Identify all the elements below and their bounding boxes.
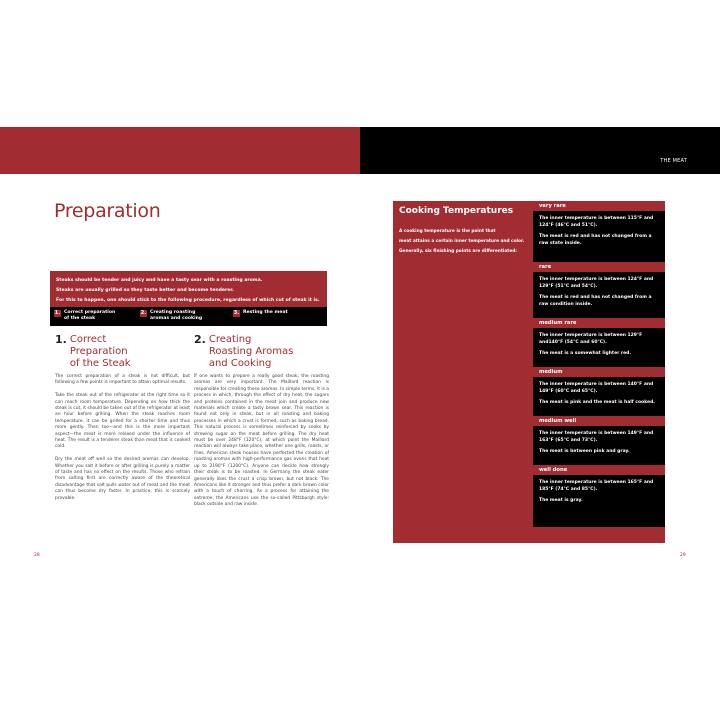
level-desc: The meat is between pink and gray.: [539, 449, 630, 455]
section-title-line: of the Steak: [69, 358, 131, 369]
step-number: 2.: [140, 310, 147, 316]
step-1: [54, 310, 122, 322]
step-label: Correct preparation of the steak: [64, 310, 116, 321]
panel-intro: [399, 227, 533, 257]
section-1-heading: [55, 334, 131, 370]
level-desc: The meat is red and has not changed from a raw condition inside.: [539, 295, 652, 307]
section-title-line: Creating: [208, 334, 252, 345]
level-desc: The meat is a somewhat lighter red.: [539, 351, 632, 357]
paragraph: The correct preparation of a steak is not difficult, but following a few points is important to attain optimal results.: [55, 374, 190, 386]
panel-intro-line: A cooking temperature is the point that: [399, 229, 496, 234]
step-2: [140, 310, 206, 322]
level-medium-well-label: medium well: [539, 418, 577, 424]
section-2-heading: [194, 334, 293, 370]
section-2-body: [194, 374, 329, 515]
level-medium-well-body: [533, 426, 665, 465]
intro-line: Steaks should be tender and juicy and have a tasty sear with a roasting aroma.: [56, 278, 263, 283]
intro-box: [50, 271, 327, 307]
section-title-line: Preparation: [69, 346, 128, 357]
section-number: 1.: [55, 333, 67, 346]
section-1-body: [55, 374, 190, 508]
level-very-rare-label: very rare: [539, 203, 566, 209]
paragraph: Take the steak out of the refrigerator at the right time so it can reach room temperature. Depending on how thick the steak is cut, it should be taken out of the refrigerator at least an hour before grilling. When the steak reaches room temperature, it can be grilled for a shorter time and thus more gently. Then too—and this is the more important aspect—the meat is more relaxed under the influence of heat. The result is a tenderer steak than meat that is cooked cold.: [55, 393, 190, 450]
section-title-line: Roasting Aromas: [208, 346, 294, 357]
step-number: 1.: [54, 310, 61, 316]
level-desc: The meat is gray.: [539, 498, 583, 504]
doneness-list: [533, 201, 665, 527]
intro-line: Steaks are usually grilled so they taste better and become tenderer.: [56, 288, 234, 293]
paragraph: If one wants to prepare a really good steak, the roasting aromas are very important. The Maillard reaction is responsible for creating these aromas. In simple terms, it is a process in which, through the effect of dry heat, the sugars and proteins contained in the meat join and produce new materials which create a tasty brown sear. This reaction is found not only in steak, but in all roasting and baking processes in which a crust is formed, such as baking bread. This natural process is sometimes reinforced by cooks by strewing sugar on the meat before grilling. The dry heat must be over 248°F (120°C), at which point the Maillard reaction will always take place, whether one grills, roasts, or fries. American steak houses have perfected the creation of roasting aromas with high-performance gas ovens that heat up to 2190°F (1200°C). Anyone can decide how strongly their steak is to be roasted. In Germany the steak eater generally likes the crust a crisp brown, but not black. The Americans like it stronger and thus prefer a dark brown color with a touch of charring. As a process for attaining the extreme, the Americans use the so-called Pittsburgh style: black outside and raw inside.: [194, 374, 329, 508]
paragraph: Dry the meat off well so the desired aromas can develop. Whether you salt it before or after grilling is purely a matter of taste and has no effect on the results. Those who refrain from salting first are correctly aware of the theoretical disadvantage that salt pulls water out of meat and the meat can thus become dry faster. In practice, this is scarcely provable.: [55, 457, 190, 501]
page-title: Preparation: [54, 200, 161, 222]
section-title: [209, 334, 293, 370]
section-number: 2.: [194, 333, 206, 346]
level-desc: The meat is pink and the meat is half cooked.: [539, 400, 655, 406]
level-rare-body: [533, 272, 665, 318]
level-very-rare-body: [533, 211, 665, 262]
step-label: Resting the meat: [243, 310, 288, 315]
level-well-done-label: well done: [539, 467, 568, 473]
level-well-done-body: [533, 475, 665, 527]
cooking-temperatures-panel: [393, 201, 665, 543]
panel-title: Cooking Temperatures: [399, 206, 514, 216]
step-number: 3.: [233, 310, 240, 316]
running-head: THE MEAT: [660, 158, 687, 164]
steps-bar: [50, 307, 327, 326]
level-medium-label: medium: [539, 369, 563, 375]
level-temp: The inner temperature is between 140°F and 149°F (60°C and 65°C).: [539, 382, 654, 394]
level-temp: The inner temperature is between 165°F and 185°F (74°C and 85°C).: [539, 480, 654, 492]
level-temp: The inner temperature is between 129°F and140°F (54°C and 60°C).: [539, 333, 643, 345]
page-number-left: 28: [34, 553, 40, 558]
page-number-right: 29: [680, 553, 686, 558]
level-medium-body: [533, 377, 665, 416]
level-medium-rare-body: [533, 328, 665, 367]
level-desc: The meat is red and has not changed from a raw state inside.: [539, 234, 652, 246]
level-temp: The inner temperature is between 124°F and 129°F (51°C and 54°C).: [539, 277, 654, 289]
section-title: [70, 334, 131, 370]
level-temp: The inner temperature is between 115°F and 124°F (46°C and 51°C).: [539, 216, 654, 228]
level-rare-label: rare: [539, 264, 552, 270]
header-band-left: [0, 127, 360, 174]
header-band-right: [360, 127, 720, 174]
section-title-line: and Cooking: [208, 358, 272, 369]
panel-intro-line: Generally, six finishing points are differentiated:: [399, 249, 518, 254]
section-title-line: Correct: [69, 334, 107, 345]
level-temp: The inner temperature is between 149°F and 163°F (65°C and 73°C).: [539, 431, 654, 443]
level-medium-rare-label: medium rare: [539, 320, 577, 326]
step-3: [233, 310, 288, 317]
intro-line: For this to happen, one should stick to the following procedure, regardless of which cut of steak it is.: [56, 298, 320, 303]
step-label: Creating roasting aromas and cooking: [150, 310, 203, 321]
panel-intro-line: meat attains a certain inner temperature and color.: [399, 239, 525, 244]
